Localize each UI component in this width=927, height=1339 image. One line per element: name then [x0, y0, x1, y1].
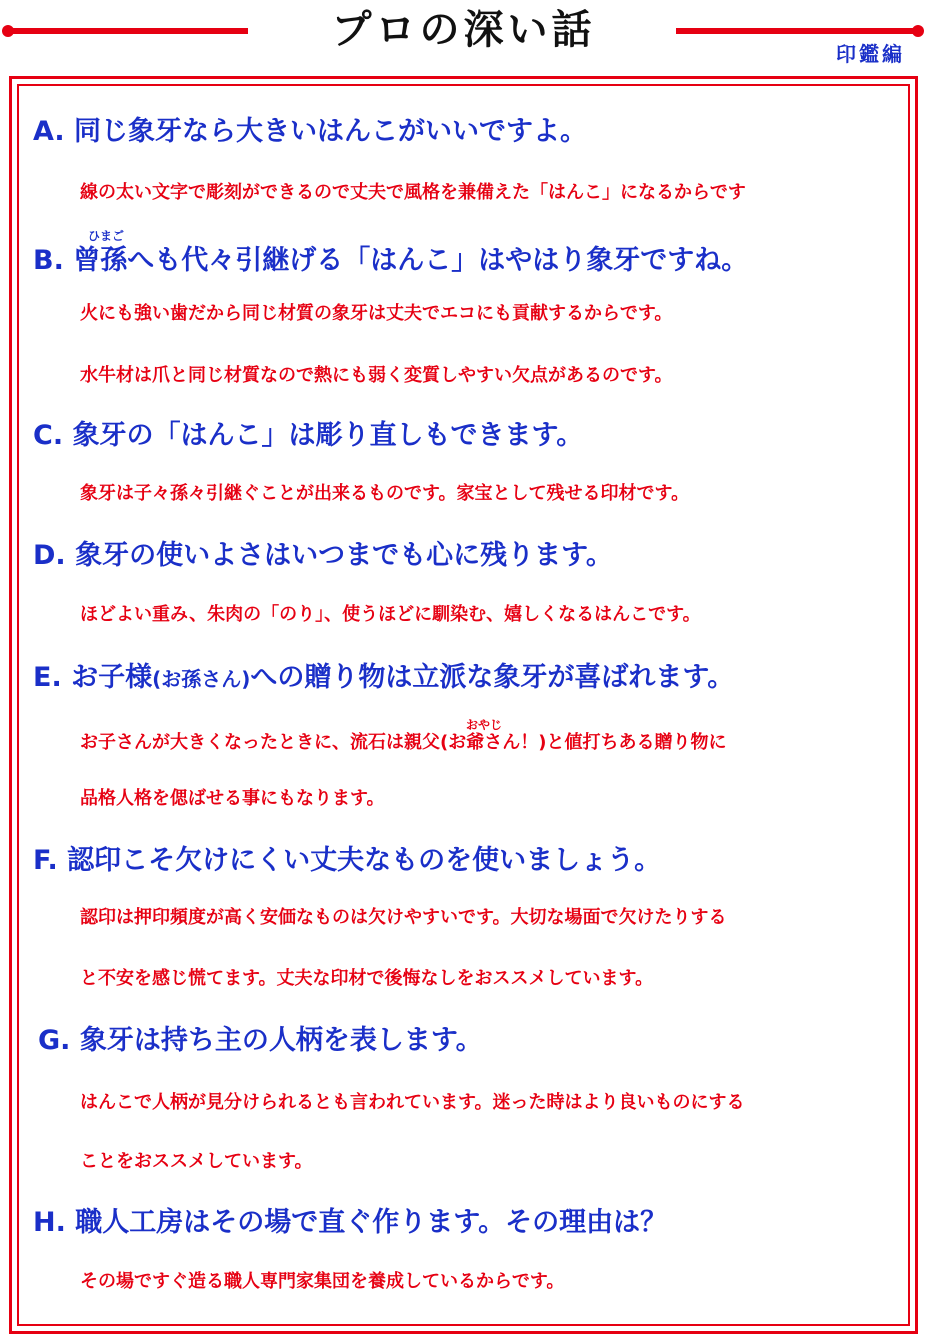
answer-a-1: 線の太い文字で彫刻ができるので丈夫で風格を兼備えた「はんこ」になるからです	[80, 182, 746, 203]
ruby-himago: ひまご	[88, 229, 125, 243]
question-c: C. 象牙の「はんこ」は彫り直しもできます。	[33, 420, 584, 451]
answer-d-1: ほどよい重み、朱肉の「のり」、使うほどに馴染む、嬉しくなるはんこです。	[80, 604, 701, 625]
answer-g-1: はんこで人柄が見分けられるとも言われています。迷った時はより良いものにする	[80, 1092, 745, 1113]
answer-e-2: 品格人格を偲ばせる事にもなります。	[80, 788, 385, 809]
ruby-oyaji: おやじ	[466, 718, 503, 732]
question-b: B. 曾孫へも代々引継げる「はんこ」はやはり象牙ですね。	[33, 245, 749, 276]
question-f: F. 認印こそ欠けにくい丈夫なものを使いましょう。	[33, 845, 662, 876]
page-title: プロの深い話	[331, 7, 596, 53]
question-e-lead: E. お子様	[33, 662, 153, 693]
question-e-tail: への贈り物は立派な象牙が喜ばれます。	[250, 662, 735, 693]
answer-b-1: 火にも強い歯だから同じ材質の象牙は丈夫でエコにも貢献するからです。	[80, 303, 673, 324]
question-e-paren: (お孫さん)	[152, 667, 251, 691]
question-g: G. 象牙は持ち主の人柄を表します。	[38, 1025, 483, 1056]
answer-e-1: お子さんが大きくなったときに、流石は親父(お爺さん！)と値打ちある贈り物に	[80, 732, 727, 753]
question-h: H. 職人工房はその場で直ぐ作ります。その理由は？	[33, 1207, 668, 1238]
answer-b-2: 水牛材は爪と同じ材質なので熱にも弱く変質しやすい欠点があるのです。	[80, 365, 673, 386]
answer-h-1: その場ですぐ造る職人専門家集団を養成しているからです。	[80, 1271, 565, 1292]
page-subtitle: 印鑑編	[836, 42, 905, 66]
question-d: D. 象牙の使いよさはいつまでも心に残ります。	[33, 540, 613, 571]
question-a: A. 同じ象牙なら大きいはんこがいいですよ。	[33, 116, 588, 147]
answer-c-1: 象牙は子々孫々引継ぐことが出来るものです。家宝として残せる印材です。	[80, 483, 690, 504]
question-e	[33, 660, 734, 697]
answer-g-2: ことをおススメしています。	[80, 1151, 313, 1172]
answer-f-2: と不安を感じ慌てます。丈夫な印材で後悔なしをおススメしています。	[80, 968, 654, 989]
answer-f-1: 認印は押印頻度が高く安価なものは欠けやすいです。大切な場面で欠けたりする	[80, 907, 727, 928]
